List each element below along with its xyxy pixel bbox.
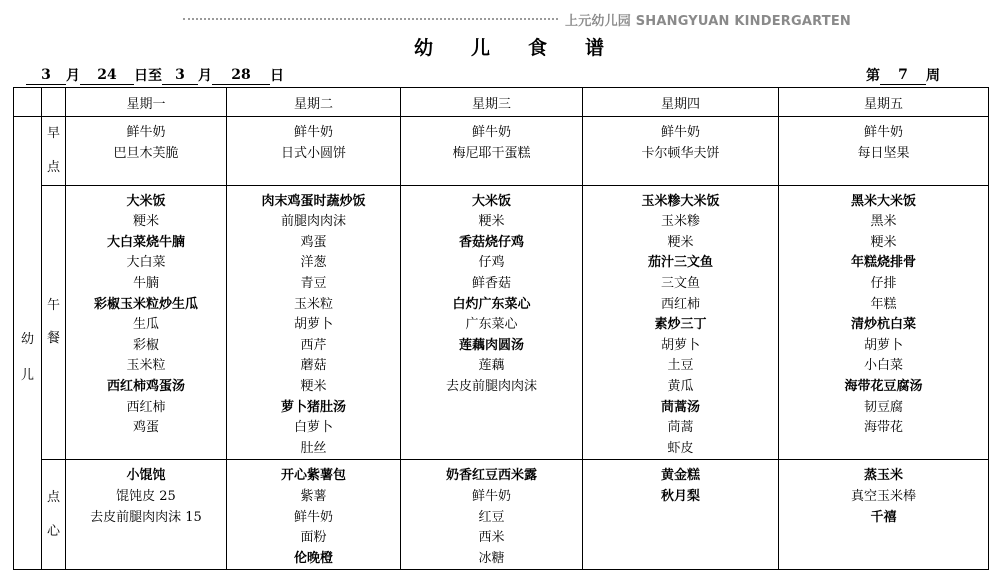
dish-name: 大米饭: [126, 193, 166, 209]
menu-table: [13, 87, 989, 570]
ingredient: 胡萝卜: [863, 337, 903, 353]
dish-name: 大米饭: [471, 193, 511, 209]
dish-name: 黑米大米饭: [850, 193, 916, 209]
ingredient: 韧豆腐: [863, 399, 903, 415]
ingredient: 鲜牛奶: [863, 125, 903, 140]
ingredient: 牛腩: [132, 275, 159, 291]
dish-name: 白灼广东菜心: [452, 296, 531, 312]
ingredient: 卡尔顿华夫饼: [641, 145, 720, 161]
day-header: 星期三: [401, 88, 583, 117]
meal-cell: [779, 460, 989, 570]
header-dotted-line: [183, 18, 558, 20]
ingredient: 西红柿: [660, 296, 700, 312]
ingredient: 馄饨皮 25: [116, 488, 176, 504]
ingredient: 胡萝卜: [660, 337, 700, 353]
dish-name: 素炒三丁: [654, 317, 707, 333]
day-header: 星期四: [583, 88, 779, 117]
ingredient: 鸡蛋: [132, 420, 159, 436]
meal-cell: [583, 185, 779, 460]
ingredient: 真空玉米棒: [850, 488, 916, 504]
ingredient: 鲜牛奶: [471, 488, 511, 504]
month-label: 月: [66, 68, 80, 84]
dish-name: 千禧: [870, 509, 897, 525]
week-prefix: 第: [866, 68, 880, 84]
ingredient: 鸡蛋: [300, 234, 327, 250]
meal-cell: [583, 460, 779, 570]
dish-name: 清炒杭白菜: [850, 317, 916, 333]
meal-cell: [583, 117, 779, 186]
ingredient: 日式小圆饼: [280, 145, 346, 161]
ingredient: 小白菜: [863, 358, 903, 374]
dish-name: 小馄饨: [126, 468, 166, 484]
day-header: 星期五: [779, 88, 989, 117]
ingredient: 鲜牛奶: [293, 125, 333, 140]
meal-name: 早 点: [42, 117, 66, 186]
meal-cell: [401, 117, 583, 186]
dish-name: 大白菜烧牛腩: [106, 234, 185, 250]
ingredient: 粳米: [478, 214, 505, 230]
dish-name: 萝卜猪肚汤: [280, 399, 346, 415]
dish-name: 黄金糕: [660, 468, 700, 484]
week-suffix: 周: [926, 68, 940, 84]
ingredient: 鲜牛奶: [471, 125, 511, 140]
ingredient: 黑米: [870, 214, 897, 230]
mid-label: 日至: [134, 68, 162, 84]
dish-name: 伦晚橙: [293, 550, 333, 566]
ingredient: 面粉: [300, 530, 327, 546]
ingredient: 胡萝卜: [293, 317, 333, 333]
meal-row: [14, 117, 989, 186]
month-label-2: 月: [198, 68, 212, 84]
ingredient: 肚丝: [300, 440, 327, 456]
meal-cell: [227, 460, 401, 570]
meal-name: 点 心: [42, 460, 66, 570]
dish-name: 年糕烧排骨: [850, 255, 916, 271]
ingredient: 蘑菇: [300, 358, 327, 374]
week-number: [866, 66, 940, 85]
meal-cell: [779, 117, 989, 186]
header-row: [14, 88, 989, 117]
meal-cell: [227, 117, 401, 186]
end-month: 3: [162, 66, 198, 85]
dish-name: 海带花豆腐汤: [844, 378, 923, 394]
ingredient: 冰糖: [478, 550, 505, 566]
corner-cell-2: [42, 88, 66, 117]
meal-cell: [66, 117, 227, 186]
corner-cell: [14, 88, 42, 117]
ingredient: 巴旦木芙脆: [113, 145, 179, 161]
ingredient: 海带花: [863, 420, 903, 436]
ingredient: 去皮前腿肉肉沫 15: [90, 509, 202, 525]
ingredient: 大白菜: [126, 255, 166, 271]
ingredient: 白萝卜: [293, 420, 333, 436]
meal-cell: [66, 460, 227, 570]
ingredient: 鲜牛奶: [126, 125, 166, 140]
week-value: 7: [880, 66, 926, 85]
start-day: 24: [80, 66, 134, 85]
dish-name: 开心紫薯包: [280, 468, 346, 484]
ingredient: 红豆: [478, 509, 505, 525]
meal-cell: [66, 185, 227, 460]
ingredient: 西红柿: [126, 399, 166, 415]
day-label: 日: [270, 68, 284, 84]
brand-text: 上元幼儿园 SHANGYUAN KINDERGARTEN: [565, 14, 851, 29]
meal-cell: [779, 185, 989, 460]
ingredient: 鲜香菇: [471, 275, 511, 291]
dish-name: 茼蒿汤: [660, 399, 700, 415]
ingredient: 玉米糁: [660, 214, 700, 230]
ingredient: 粳米: [870, 234, 897, 250]
dish-name: 奶香红豆西米露: [445, 468, 537, 484]
ingredient: 莲藕: [478, 358, 505, 374]
day-header: 星期二: [227, 88, 401, 117]
dish-name: 肉末鸡蛋时蔬炒饭: [261, 193, 366, 209]
ingredient: 彩椒: [132, 337, 159, 353]
ingredient: 生瓜: [132, 317, 159, 333]
ingredient: 广东菜心: [465, 317, 518, 333]
meal-cell: [401, 460, 583, 570]
dish-name: 西红柿鸡蛋汤: [106, 378, 185, 394]
dish-name: 蒸玉米: [863, 468, 903, 484]
ingredient: 茼蒿: [667, 420, 694, 436]
ingredient: 粳米: [300, 378, 327, 394]
ingredient: 鲜牛奶: [293, 509, 333, 525]
meal-row: [14, 460, 989, 570]
ingredient: 粳米: [132, 214, 159, 230]
ingredient: 仔鸡: [478, 255, 505, 271]
group-label: 幼 儿: [14, 117, 42, 570]
ingredient: 玉米粒: [293, 296, 333, 312]
ingredient: 黄瓜: [667, 378, 694, 394]
ingredient: 梅尼耶干蛋糕: [452, 145, 531, 161]
ingredient: 西米: [478, 530, 505, 546]
meal-row: [14, 185, 989, 460]
ingredient: 去皮前腿肉肉沫: [445, 378, 537, 394]
ingredient: 三文鱼: [660, 275, 700, 291]
ingredient: 粳米: [667, 234, 694, 250]
meal-cell: [401, 185, 583, 460]
ingredient: 每日坚果: [857, 145, 910, 161]
meal-name: 午 餐: [42, 185, 66, 460]
dish-name: 茄汁三文鱼: [647, 255, 713, 271]
day-header: 星期一: [66, 88, 227, 117]
date-range: [26, 66, 284, 85]
dish-name: 彩椒玉米粒炒生瓜: [93, 296, 198, 312]
end-day: 28: [212, 66, 270, 85]
ingredient: 玉米粒: [126, 358, 166, 374]
ingredient: 土豆: [667, 358, 694, 374]
ingredient: 仔排: [870, 275, 897, 291]
ingredient: 西芹: [300, 337, 327, 353]
dish-name: 玉米糁大米饭: [641, 193, 720, 209]
ingredient: 前腿肉肉沫: [280, 214, 346, 230]
page-title: 幼儿食谱: [414, 37, 643, 59]
meal-cell: [227, 185, 401, 460]
ingredient: 虾皮: [667, 440, 694, 456]
start-month: 3: [26, 66, 66, 85]
dish-name: 秋月梨: [660, 488, 700, 504]
ingredient: 紫薯: [300, 488, 327, 504]
dish-name: 莲藕肉圆汤: [458, 337, 524, 353]
ingredient: 青豆: [300, 275, 327, 291]
dish-name: 香菇烧仔鸡: [458, 234, 524, 250]
ingredient: 年糕: [870, 296, 897, 312]
ingredient: 洋葱: [300, 255, 327, 271]
ingredient: 鲜牛奶: [660, 125, 700, 140]
